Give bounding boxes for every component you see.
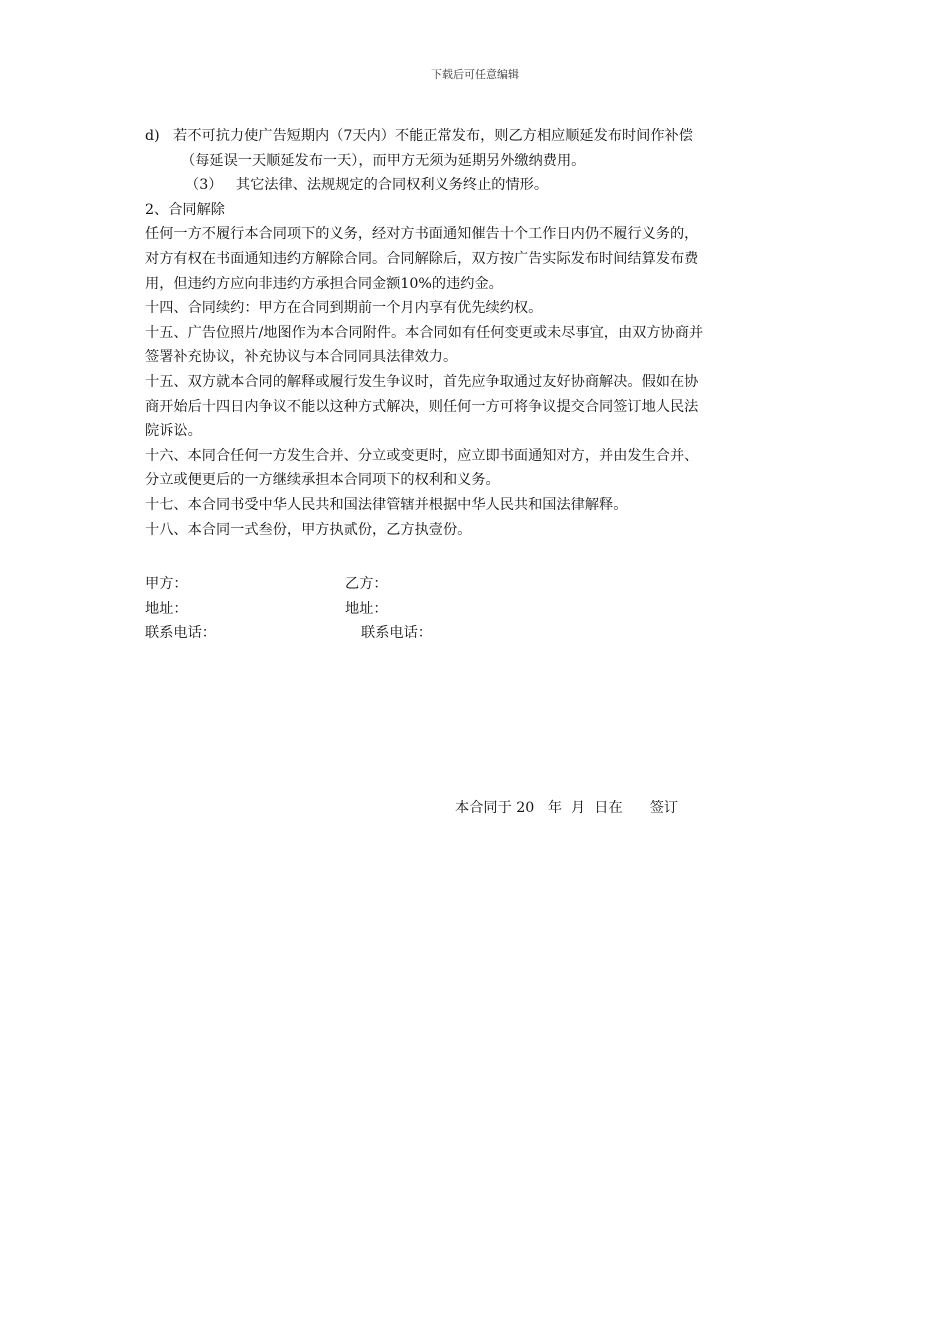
party-a-label: 甲方： <box>145 576 188 592</box>
termination-line-3: 用，但违约方应向非违约方承担合同金额10%的违约金。 <box>145 275 503 292</box>
party-row <box>145 572 645 597</box>
clause-15a-line-2: 签署补充协议，补充协议与本合同同具法律效力。 <box>145 349 458 366</box>
clause-15b-line-2: 商开始后十四日内争议不能以这种方式解决，则任何一方可将争议提交合同签订地人民法 <box>145 398 699 415</box>
phone-a-label: 联系电话： <box>145 625 216 642</box>
address-a-label: 地址： <box>145 600 188 617</box>
termination-line-2: 对方有权在书面通知违约方解除合同。合同解除后，双方按广告实际发布时间结算发布费 <box>145 250 699 267</box>
party-b-label: 乙方： <box>345 576 388 592</box>
clause-18-line: 十八、本合同一式叁份，甲方执贰份，乙方执壹份。 <box>145 521 472 538</box>
page-header: 下载后可任意编辑 <box>431 68 519 81</box>
clause-15a-line-1: 十五、广告位照片/地图作为本合同附件。本合同如有任何变更或未尽事宜，由双方协商并 <box>145 324 704 341</box>
section-2-heading: 2、合同解除 <box>145 201 225 218</box>
signing-date-line: 本合同于 20 年 月 日在 签订 <box>455 800 679 816</box>
clause-17-line: 十七、本合同书受中华人民共和国法律管辖并根据中华人民共和国法律解释。 <box>145 496 628 513</box>
clause-14-line: 十四、合同续约：甲方在合同到期前一个月内享有优先续约权。 <box>145 300 543 317</box>
address-b-label: 地址： <box>345 600 388 617</box>
signature-block <box>145 572 645 646</box>
clause-16-line-2: 分立或便更后的一方继续承担本合同项下的权利和义务。 <box>145 472 500 489</box>
clause-15b-line-3: 院诉讼。 <box>145 423 202 440</box>
clause-d-line-1: d) 若不可抗力使广告短期内（7天内）不能正常发布，则乙方相应顺延发布时间作补偿 <box>145 128 693 144</box>
clause-3-line: （3） 其它法律、法规规定的合同权利义务终止的情形。 <box>185 177 549 194</box>
address-row <box>145 597 645 622</box>
phone-row <box>145 621 645 646</box>
phone-b-label: 联系电话： <box>361 625 432 642</box>
contract-body <box>145 124 815 542</box>
clause-d-line-2: （每延误一天顺延发布一天），而甲方无须为延期另外缴纳费用。 <box>181 152 586 169</box>
clause-16-line-1: 十六、本同合任何一方发生合并、分立或变更时，应立即书面通知对方，并由发生合并、 <box>145 447 699 464</box>
clause-15b-line-1: 十五、双方就本合同的解释或履行发生争议时，首先应争取通过友好协商解决。假如在协 <box>145 373 699 390</box>
termination-line-1: 任何一方不履行本合同项下的义务，经对方书面通知催告十个工作日内仍不履行义务的， <box>145 226 699 243</box>
